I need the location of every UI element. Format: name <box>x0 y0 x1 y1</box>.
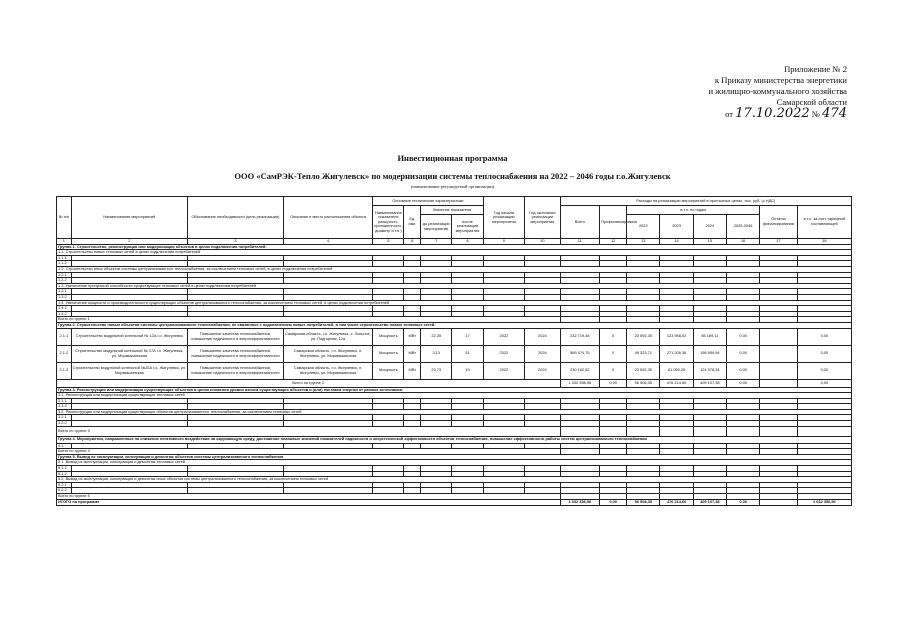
subgroup-heading: 5.2. Вывод из эксплуатации, консервация и демонтаж иных объектов системы централизованного теплоснабжения, за исключением тепловых сетей <box>57 477 852 483</box>
col-number: 7 <box>421 239 452 245</box>
total-sum: 1 032 356,96 <box>560 379 600 387</box>
table-row <box>57 362 852 379</box>
year-end: 2024 <box>525 345 560 362</box>
col-number: 15 <box>693 239 726 245</box>
appendix-block <box>709 64 847 120</box>
row-num: 1.1.2 <box>57 261 72 267</box>
total-2022: 96 508,35 <box>627 379 660 387</box>
col-number: 4 <box>283 239 372 245</box>
header-place: Описание и место расположения объекта <box>283 197 372 239</box>
cost-2024: 85 169,11 <box>693 328 726 345</box>
header-year-end: Год окончания реализации мероприятия <box>525 197 560 239</box>
subgroup-heading: 3.1. Реконструкция или модернизация существующих тепловых сетей <box>57 393 852 399</box>
date-prefix: от <box>725 109 734 119</box>
value-before: 3,13 <box>421 345 452 362</box>
header-tech-param: Наименование показателя (мощность, протяженность, диаметр и т.п.) <box>373 206 404 239</box>
subgroup-heading: 1.3. Увеличение пропускной способности существующих тепловых сетей в целях подключения потребителей <box>57 283 852 289</box>
cost-2024: 124 978,34 <box>693 362 726 379</box>
cost-total: 232 719,48 <box>560 328 600 345</box>
year-start: 2022 <box>483 345 525 362</box>
number-prefix: № <box>811 109 821 119</box>
cost-2025: 0,00 <box>726 362 759 379</box>
cost-prev: 0 <box>600 362 627 379</box>
grand-total-row <box>57 499 852 505</box>
row-num: 1.4.1 <box>57 306 72 312</box>
cost-2022: 49 323,71 <box>627 345 660 362</box>
order-date: 17.10.2022 <box>735 106 810 121</box>
col-number: 11 <box>560 239 600 245</box>
cost-2022: 23 592,35 <box>627 362 660 379</box>
cost-tariff: 0,00 <box>797 362 851 379</box>
value-before: 22,35 <box>421 328 452 345</box>
grand-total-2025: 0,00 <box>726 499 759 505</box>
row-num: 3.1.1 <box>57 398 72 404</box>
cost-tariff: 0,00 <box>797 328 851 345</box>
subgroup-heading: 3.2. Реконструкция или модернизация существующих объектов централизованного теплоснабжения, за исключением тепловых сетей <box>57 409 852 415</box>
cost-total: 230 162,52 <box>560 362 600 379</box>
total-tariff: 0,00 <box>797 379 851 387</box>
row-num: 2.1.1 <box>57 328 72 345</box>
cost-2024: 198 959,94 <box>693 345 726 362</box>
appendix-line: Самарской области <box>776 97 847 107</box>
group-total-label: Всего по группе 5 <box>57 494 561 500</box>
header-prev: Профинансировано <box>600 206 627 239</box>
subgroup-heading: 1.2. Строительство иных объектов системы централизованного теплоснабжения, за исключением тепловых сетей, в целях подключения потребителей <box>57 266 852 272</box>
group-5-heading: Группа 5. Вывод из эксплуатации, консервация и демонтаж объектов системы централизованного теплоснабжения <box>57 454 852 460</box>
value-after: 19 <box>452 362 483 379</box>
header-tech: Основные технические характеристики <box>373 197 483 206</box>
header-reason: Обоснование необходимости (цель реализации) <box>188 197 284 239</box>
total-2025: 0,00 <box>726 379 759 387</box>
header-num: № п/п <box>57 197 72 239</box>
row-num: 5.2.2 <box>57 488 72 494</box>
group-2-heading: Группа 2. Строительство новых объектов системы централизованного теплоснабжения, не связанных с подключением новых потребителей, в том числе строительство новых тепловых сетей: <box>57 322 852 328</box>
param: Мощность <box>373 328 404 345</box>
measure-reason: Повышение качества теплоснабжения, повышение надежности и энергоэффективности <box>188 328 284 345</box>
header-2022: 2022 <box>627 215 660 239</box>
subgroup-heading: 1.1. Строительство новых тепловых сетей в целях подключения потребителей <box>57 250 852 256</box>
appendix-line: и жилищно-коммунального хозяйства <box>708 86 847 96</box>
unit: МВт <box>404 328 421 345</box>
col-number: 1 <box>57 239 72 245</box>
value-after: 17 <box>452 328 483 345</box>
measure-name: Строительство модульной котельной №25А г.о. Жигулевск, ул. Морквашинская <box>71 362 188 379</box>
cost-prev: 0 <box>600 328 627 345</box>
row-num: 1.2.2 <box>57 278 72 284</box>
group-total-label: Всего по группе 4 <box>57 449 561 455</box>
table-row <box>57 328 852 345</box>
total-prev: 0,00 <box>600 379 627 387</box>
grand-total-prev: 0,00 <box>600 499 627 505</box>
header-2023: 2023 <box>660 215 693 239</box>
group-4-heading: Группа 4. Мероприятия, направленные на снижение негативного воздействия на окружающую среду, достижение плановых значений показателей надежности и энергетической эффективности объектов теплоснабжения, повышение эффективности работы систем централизованного теплоснабжения <box>57 436 852 443</box>
cost-2022: 23 592,35 <box>627 328 660 345</box>
header-tariff: в т.ч. за счет тарифной составляющей <box>797 206 851 239</box>
row-num: 3.2.1 <box>57 415 72 421</box>
col-number: 18 <box>797 239 851 245</box>
table-row <box>57 345 852 362</box>
measure-place: Самарская область, г.о. Жигулевск, п. Жигулевск, ул. Морквашинская <box>283 362 372 379</box>
order-date-line <box>709 108 847 120</box>
cost-2025: 0,00 <box>726 345 759 362</box>
group-total-label: Всего по группе 2 <box>57 379 561 387</box>
col-number: 5 <box>373 239 404 245</box>
measure-reason: Повышение качества теплоснабжения, повышение надежности и энергоэффективности <box>188 362 284 379</box>
cost-prev: 0 <box>600 345 627 362</box>
document-subtitle: ООО «СамРЭК-Тепло Жигулевск» по модернизации системы теплоснабжения на 2022 – 2046 годы г.о.Жигулевск <box>234 171 671 181</box>
subgroup-heading: 5.1. Вывод из эксплуатации, консервация и демонтаж тепловых сетей <box>57 460 852 466</box>
header-before: до реализации мероприятия <box>421 215 452 239</box>
order-number: 474 <box>822 106 847 121</box>
group-total-row <box>57 379 852 387</box>
header-tech-unit: Ед. изм. <box>404 206 421 239</box>
cost-total: 569 474,76 <box>560 345 600 362</box>
header-tech-values: Значение показателя <box>421 206 483 215</box>
grand-total-sum: 1 032 356,96 <box>560 499 600 505</box>
col-number: 8 <box>452 239 483 245</box>
group-total-label: Всего по группе 3 <box>57 426 561 436</box>
col-number: 12 <box>600 239 627 245</box>
header-total: Всего <box>560 206 600 239</box>
row-num: 5.2.1 <box>57 482 72 488</box>
row-num: 3.2.2 <box>57 421 72 427</box>
cost-2023: 81 050,25 <box>660 362 693 379</box>
row-num: 1.3.1 <box>57 289 72 295</box>
param: Мощность <box>373 345 404 362</box>
grand-total-2022: 96 508,35 <box>627 499 660 505</box>
col-number: 16 <box>726 239 759 245</box>
appendix-line: к Приказу министерства энергетики <box>714 75 847 85</box>
grand-total-2023: 476 214,60 <box>660 499 693 505</box>
cost-tariff: 0,00 <box>797 345 851 362</box>
row-num: 2.1.3 <box>57 362 72 379</box>
row-num: 3.1.2 <box>57 404 72 410</box>
row-num: 4.1 <box>57 443 72 449</box>
cost-2025: 0,00 <box>726 328 759 345</box>
header-2024: 2024 <box>693 215 726 239</box>
year-end: 2024 <box>525 328 560 345</box>
value-after: 31 <box>452 345 483 362</box>
unit: МВт <box>404 345 421 362</box>
measure-place: Самарская область, г.о. Жигулевск, п. Жигулевск, ул. Морквашинская <box>283 345 372 362</box>
row-num: 1.3.2 <box>57 294 72 300</box>
total-2023: 476 214,60 <box>660 379 693 387</box>
unit: МВт <box>404 362 421 379</box>
col-number: 10 <box>525 239 560 245</box>
cost-rest <box>760 328 797 345</box>
group-1-heading: Группа 1. Строительство, реконструкция или модернизация объектов в целях подключения потребителей: <box>57 244 852 250</box>
measure-name: Строительство модульной котельной № 17А г.о. Жигулевск, ул. Морквашинская <box>71 345 188 362</box>
col-number: 2 <box>71 239 188 245</box>
organization-caption: (наименование регулируемой организации) <box>410 184 495 189</box>
col-number: 6 <box>404 239 421 245</box>
row-num: 2.1.2 <box>57 345 72 362</box>
header-by-year: в т.ч. по годам <box>627 206 760 215</box>
grand-total-2024: 409 107,38 <box>693 499 726 505</box>
group-total-label: Всего по группе 1 <box>57 317 561 323</box>
header-2025-2046: 2025-2046 <box>726 215 759 239</box>
cost-2023: 123 958,02 <box>660 328 693 345</box>
row-num: 5.1.1 <box>57 466 72 472</box>
measure-place: Самарская область, г.о. Жигулевск, с. Зольное, ул. Подгорная, 12а <box>283 328 372 345</box>
param: Мощность <box>373 362 404 379</box>
col-number: 3 <box>188 239 284 245</box>
cost-2023: 271 206,36 <box>660 345 693 362</box>
col-number: 13 <box>627 239 660 245</box>
document-title: Инвестиционная программа <box>397 153 508 163</box>
header-costs: Расходы на реализацию мероприятий в прогнозных ценах, тыс. руб. (с НДС) <box>560 197 851 206</box>
investment-table <box>56 196 852 506</box>
col-number: 17 <box>760 239 797 245</box>
appendix-line: Приложение № 2 <box>784 64 847 74</box>
total-2024: 409 107,38 <box>693 379 726 387</box>
row-num: 1.1.1 <box>57 255 72 261</box>
header-rest: Остаток финансирования <box>760 206 797 239</box>
row-num: 1.2.1 <box>57 272 72 278</box>
measure-reason: Повышение качества теплоснабжения, повышение надежности и энергоэффективности <box>188 345 284 362</box>
row-num: 1.4.2 <box>57 311 72 317</box>
header-name: Наименование мероприятий <box>71 197 188 239</box>
year-start: 2022 <box>483 328 525 345</box>
year-end: 2024 <box>525 362 560 379</box>
cost-rest <box>760 362 797 379</box>
subgroup-heading: 1.4. Увеличение мощности и производительности существующих объектов централизованного теплоснабжения, за исключением тепловых сетей, в целях подключения потребителей <box>57 300 852 306</box>
cost-rest <box>760 345 797 362</box>
value-before: 29,73 <box>421 362 452 379</box>
header-after: после реализации мероприятия <box>452 215 483 239</box>
header-year-start: Год начала реализации мероприятия <box>483 197 525 239</box>
group-3-heading: Группа 3. Реконструкция или модернизация существующих объектов в целях снижения уровня износа существующих объектов и (или) поставки энергии от разных источников: <box>57 387 852 393</box>
measure-name: Строительство модульной котельной № 12А г.о. Жигулевск <box>71 328 188 345</box>
year-start: 2022 <box>483 362 525 379</box>
col-number: 9 <box>483 239 525 245</box>
grand-total-label: ИТОГО по программе <box>57 499 561 505</box>
row-num: 5.1.2 <box>57 471 72 477</box>
grand-total-tariff: 1 032 356,96 <box>797 499 851 505</box>
col-number: 14 <box>660 239 693 245</box>
